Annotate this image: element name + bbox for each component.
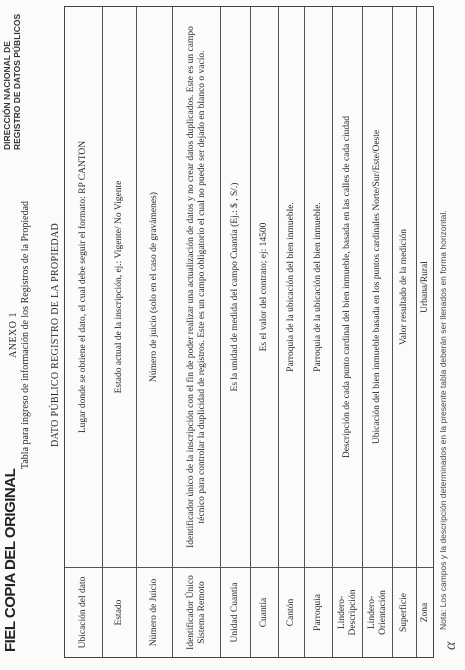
field-name: Zona bbox=[417, 567, 433, 657]
data-table bbox=[64, 6, 434, 658]
field-description: Parroquia de la ubicación del bien inmueble. bbox=[313, 202, 323, 372]
field-name: Lindero-Descripción bbox=[333, 567, 362, 657]
field-description: Número de juicio (solo en el caso de gravámenes) bbox=[149, 192, 159, 382]
field-description: Descripción de cada punto cardinal del bien inmueble, basada en las calles de cada ciudad bbox=[342, 115, 352, 459]
institution-line-1: DIRECCIÓN NACIONAL DE bbox=[2, 41, 12, 150]
field-description: Ubicación del bien inmueble basada en los puntos cardinales Norte/Sur/Este/Oeste bbox=[372, 129, 382, 445]
fiel-copia-stamp: FIEL COPIA DEL ORIGINAL bbox=[2, 468, 19, 652]
institution-line-2: REGISTRO DE DATOS PÚBLICOS bbox=[12, 13, 22, 150]
field-name: Cuantía bbox=[251, 567, 278, 657]
table-row bbox=[173, 7, 221, 657]
table-row bbox=[333, 7, 363, 657]
field-name: Lindero-Orientación bbox=[363, 567, 392, 657]
field-name: Superficie bbox=[393, 567, 416, 657]
field-description: Es el valor del contrato; ej: 14500 bbox=[259, 222, 269, 352]
field-name: Parroquia bbox=[305, 567, 332, 657]
table-row bbox=[65, 7, 103, 657]
footnote: Nota: Los campos y la descripción determinados en la presente tabla deberán ser llenados en forma horizontal. bbox=[438, 210, 448, 630]
field-name: Estado bbox=[103, 567, 136, 657]
field-description: Valor resultado de la medición bbox=[399, 228, 409, 346]
field-description: Lugar donde se obtiene el dato, el cual debe seguir el formato: RP CANTON bbox=[78, 140, 88, 434]
table-row bbox=[363, 7, 393, 657]
table-row bbox=[137, 7, 173, 657]
field-description: Estado actual de la inscripción, ej.: Vigente/ No Vigente bbox=[114, 180, 124, 394]
field-description: Urbana/Rural bbox=[419, 261, 430, 313]
table-row bbox=[221, 7, 251, 657]
field-name: Unidad Cuantía bbox=[221, 567, 250, 657]
field-name: Ubicación del dato bbox=[65, 567, 102, 657]
field-description: Parroquia de la ubicación del bien inmueble. bbox=[286, 202, 296, 372]
field-description: Identificador único de la inscripción con el fin de poder realizar una actualización de datos y no crear datos duplicados. Este es un campo técnico para controlar la duplicidad de registros. Este es un campo obligatorio el cual no puede ser dejado en blanco o vacío. bbox=[185, 26, 207, 548]
table-row bbox=[417, 7, 433, 657]
signature-mark: α bbox=[442, 641, 459, 650]
field-name: Cantón bbox=[279, 567, 304, 657]
field-name: Número de Juicio bbox=[137, 567, 172, 657]
table-row bbox=[251, 7, 279, 657]
field-description: Es la unidad de medida del campo Cuantía (Ej.: $ , S/.) bbox=[230, 182, 240, 392]
annex-title: ANEXO 1 bbox=[8, 312, 19, 358]
table-row bbox=[305, 7, 333, 657]
table-row bbox=[279, 7, 305, 657]
section-title: DATO PÚBLICO REGISTRO DE LA PROPIEDAD bbox=[50, 223, 61, 447]
annex-subtitle: Tabla para ingreso de información de los Registros de la Propiedad bbox=[20, 200, 31, 470]
table-row bbox=[103, 7, 137, 657]
table-row bbox=[393, 7, 417, 657]
field-name: Identificador Único Sistema Remoto bbox=[173, 567, 220, 657]
